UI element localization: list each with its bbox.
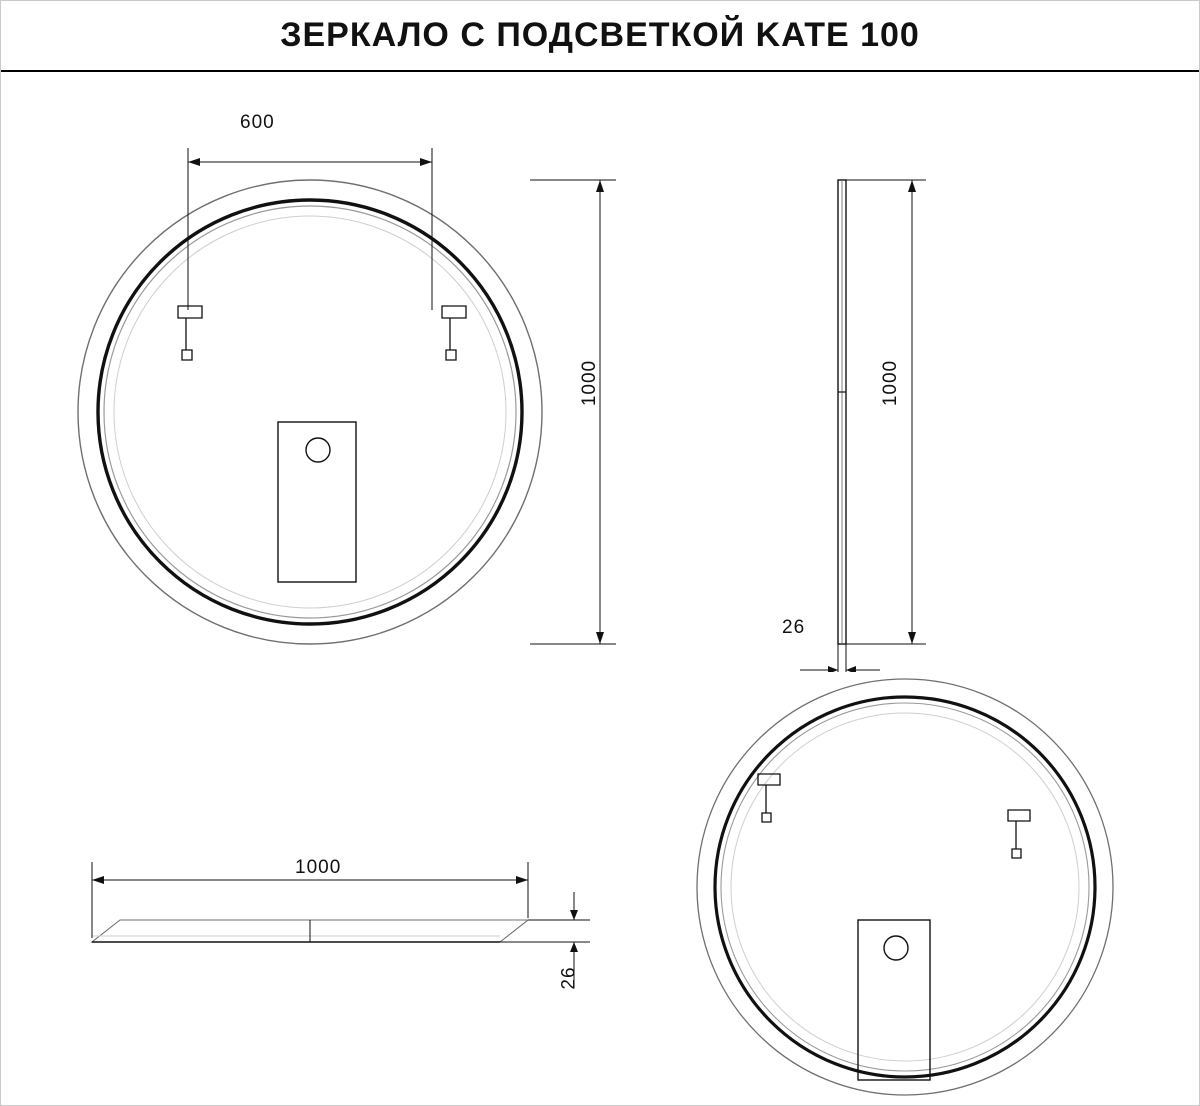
dimension-26-side	[800, 644, 880, 672]
dimension-1000-side	[846, 180, 926, 644]
mount-bracket-left-back	[758, 774, 780, 822]
page-title: ЗЕРКАЛО С ПОДСВЕТКОЙ KATE 100	[280, 15, 920, 54]
front-view	[60, 92, 700, 672]
back-view	[690, 672, 1170, 1102]
dimension-label-1000-top: 1000	[295, 857, 342, 878]
dimension-label-26-side: 26	[782, 617, 806, 638]
mount-bracket-right	[442, 306, 466, 360]
dimension-1000-front	[530, 180, 616, 644]
drawing-canvas	[0, 72, 1200, 1106]
dimension-label-600: 600	[240, 112, 275, 133]
dimension-label-1000-front: 1000	[579, 359, 601, 407]
touch-sensor-module	[278, 422, 356, 582]
dimension-label-1000-side: 1000	[880, 359, 902, 407]
dimension-600	[188, 148, 432, 310]
mount-bracket-right-back	[1008, 810, 1030, 858]
title-bar	[0, 0, 1200, 72]
dimension-label-26-top: 26	[558, 966, 580, 990]
mount-bracket-left	[178, 306, 202, 360]
touch-sensor-module-back	[858, 920, 930, 1080]
